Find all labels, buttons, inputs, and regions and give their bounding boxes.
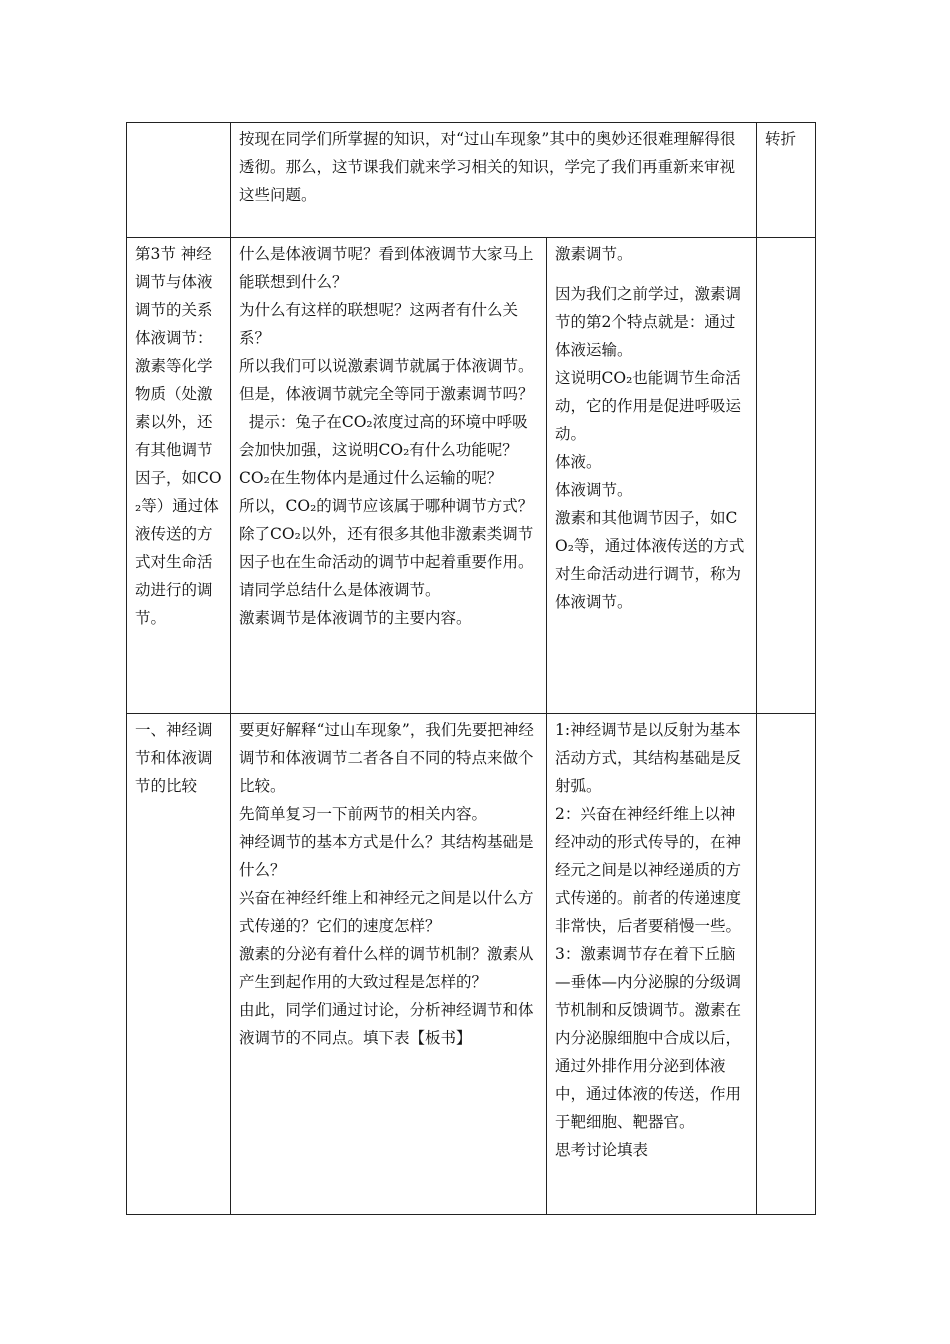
- student-text: 3：激素调节存在着下丘脑—垂体—内分泌腺的分级调节机制和反馈调节。激素在内分泌腺细胞中合成以后，通过外排作用分泌到体液中，通过体液的传送，作用于靶细胞、靶器官。: [555, 945, 742, 1131]
- row2-col2: [230, 237, 547, 714]
- student-text: 体液调节。: [555, 481, 633, 499]
- teacher-text: 由此，同学们通过讨论，分析神经调节和体液调节的不同点。填下表【板书】: [239, 1001, 534, 1047]
- teacher-text: 激素的分泌有着什么样的调节机制？激素从产生到起作用的大致过程是怎样的？: [239, 945, 534, 991]
- teacher-text: 所以，CO₂的调节应该属于哪种调节方式？: [239, 497, 534, 515]
- row3-col4: [756, 713, 816, 1215]
- row1-col4: [756, 122, 816, 238]
- student-text: 这说明CO₂也能调节生命活动，它的作用是促进呼吸运动。: [555, 369, 742, 443]
- student-text: 因为我们之前学过，激素调节的第2个特点就是：通过体液运输。: [555, 285, 742, 359]
- row1-col2: [230, 122, 757, 238]
- section-heading: 第3节 神经调节与体液调节的关系 体液调节：激素等化学物质（处激素以外，还有其他调节因子，如CO₂等）通过体液传送的方式对生命活动进行的调节。: [135, 245, 222, 627]
- student-text: 激素和其他调节因子，如CO₂等，通过体液传送的方式对生命活动进行调节，称为体液调节。: [555, 509, 745, 611]
- teacher-text: 除了CO₂以外，还有很多其他非激素类调节因子也在生命活动的调节中起着重要作用。请同学总结什么是体液调节。: [239, 525, 534, 599]
- student-text: 体液。: [555, 453, 602, 471]
- teacher-text: 为什么有这样的联想呢？这两者有什么关系？: [239, 301, 519, 347]
- row3-col3: [546, 713, 757, 1215]
- row1-col2-text: 按现在同学们所掌握的知识，对“过山车现象”其中的奥妙还很难理解得很透彻。那么，这节课我们就来学习相关的知识，学完了我们再重新来审视这些问题。: [239, 130, 736, 204]
- row3-col2: [230, 713, 547, 1215]
- transition-label: 转折: [765, 130, 797, 148]
- row3-col1: [126, 713, 231, 1215]
- teacher-text: 提示：兔子在CO₂浓度过高的环境中呼吸会加快加强，这说明CO₂有什么功能呢？: [239, 413, 528, 459]
- teacher-text: 兴奋在神经纤维上和神经元之间是以什么方式传递的？它们的速度怎样？: [239, 889, 534, 935]
- teacher-text: 先简单复习一下前两节的相关内容。: [239, 805, 488, 823]
- teacher-text: 要更好解释“过山车现象”，我们先要把神经调节和体液调节二者各自不同的特点来做个比较。: [239, 721, 534, 795]
- section-heading: 一、神经调节和体液调节的比较: [135, 721, 213, 795]
- row2-col3: [546, 237, 757, 714]
- student-text: 1:神经调节是以反射为基本活动方式，其结构基础是反射弧。: [555, 721, 742, 795]
- teacher-text: 激素调节是体液调节的主要内容。: [239, 609, 472, 627]
- teacher-text: 所以我们可以说激素调节就属于体液调节。但是，体液调节就完全等同于激素调节吗？: [239, 357, 534, 403]
- student-text: 2：兴奋在神经纤维上以神经冲动的形式传导的，在神经元之间是以神经递质的方式传递的。前者的传递速度非常快，后者要稍慢一些。: [555, 805, 742, 935]
- teacher-text: CO₂在生物体内是通过什么运输的呢？: [239, 469, 503, 487]
- teacher-text: 神经调节的基本方式是什么？其结构基础是什么？: [239, 833, 534, 879]
- row2-col4: [756, 237, 816, 714]
- row2-col1: [126, 237, 231, 714]
- row1-col1: [126, 122, 231, 238]
- student-text: 激素调节。: [555, 245, 633, 263]
- student-text: 思考讨论填表: [555, 1141, 649, 1159]
- teacher-text: 什么是体液调节呢？看到体液调节大家马上能联想到什么？: [239, 245, 534, 291]
